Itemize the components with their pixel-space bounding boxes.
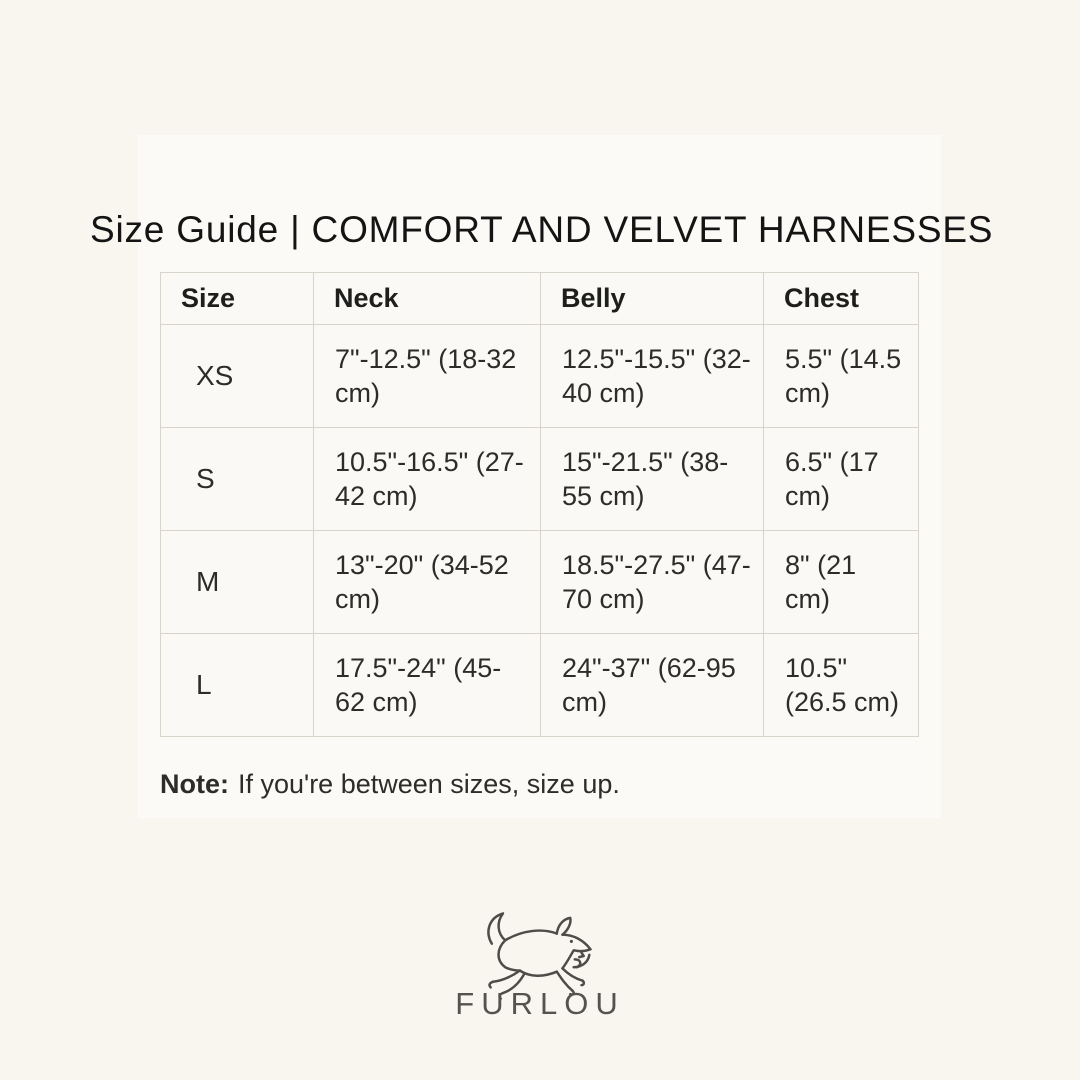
belly-value: 15"-21.5" (38-55 cm) [541,428,764,531]
note-text: If you're between sizes, size up. [238,769,620,799]
col-header-belly: Belly [541,273,764,325]
table-header-row [161,273,919,325]
neck-value: 13"-20" (34-52 cm) [314,531,541,634]
belly-value: 24"-37" (62-95 cm) [541,634,764,737]
col-header-size: Size [161,273,314,325]
size-label: L [161,634,314,737]
neck-value: 10.5"-16.5" (27-42 cm) [314,428,541,531]
table-row-l [161,634,919,737]
table-row-m [161,531,919,634]
belly-value: 18.5"-27.5" (47-70 cm) [541,531,764,634]
size-guide-table [160,272,919,737]
page-title: Size Guide | COMFORT AND VELVET HARNESSES [90,209,994,250]
neck-value: 17.5"-24" (45-62 cm) [314,634,541,737]
col-header-neck: Neck [314,273,541,325]
chest-value: 10.5" (26.5 cm) [764,634,919,737]
size-label: XS [161,325,314,428]
table-row-s [161,428,919,531]
size-label: M [161,531,314,634]
neck-value: 7"-12.5" (18-32 cm) [314,325,541,428]
chest-value: 8" (21 cm) [764,531,919,634]
chest-value: 6.5" (17 cm) [764,428,919,531]
chest-value: 5.5" (14.5 cm) [764,325,919,428]
table-row-xs [161,325,919,428]
belly-value: 12.5"-15.5" (32-40 cm) [541,325,764,428]
sizing-note [160,769,620,800]
col-header-chest: Chest [764,273,919,325]
brand-wordmark: FURLOU [455,986,625,1021]
note-label: Note: [160,769,229,799]
size-label: S [161,428,314,531]
